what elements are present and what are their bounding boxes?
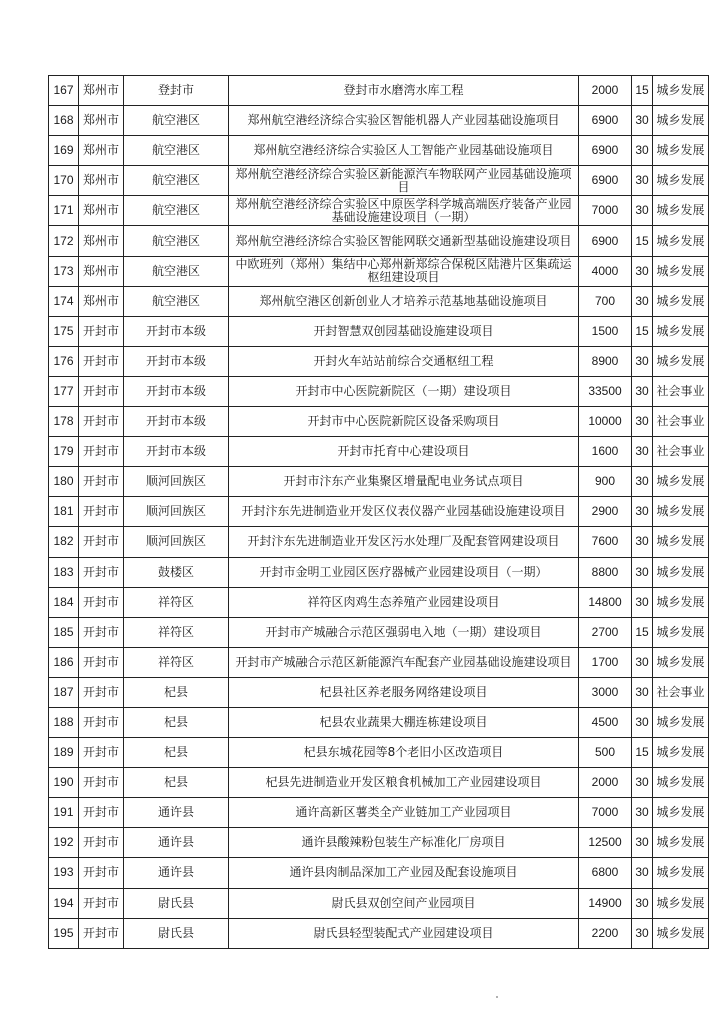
amount-cell: 6900 <box>579 106 632 136</box>
term-cell: 30 <box>632 437 653 467</box>
district-cell: 开封市本级 <box>124 407 229 437</box>
row-number-cell: 175 <box>49 316 79 346</box>
project-name-cell: 开封市中心医院新院区设备采购项目 <box>229 407 579 437</box>
term-cell: 30 <box>632 286 653 316</box>
city-cell: 开封市 <box>79 527 124 557</box>
district-cell: 航空港区 <box>124 166 229 196</box>
project-name-cell: 郑州航空港经济综合实验区智能网联交通新型基础设施建设项目 <box>229 226 579 256</box>
row-number-cell: 187 <box>49 677 79 707</box>
table-row <box>49 738 709 768</box>
term-cell: 15 <box>632 617 653 647</box>
category-cell: 城乡发展 <box>653 888 709 918</box>
row-number-cell: 176 <box>49 346 79 376</box>
project-name-cell: 开封市产城融合示范区强弱电入地（一期）建设项目 <box>229 617 579 647</box>
amount-cell: 2900 <box>579 497 632 527</box>
category-cell: 城乡发展 <box>653 106 709 136</box>
project-name-cell: 开封市中心医院新院区（一期）建设项目 <box>229 376 579 406</box>
amount-cell: 6900 <box>579 166 632 196</box>
project-name-cell: 开封汴东先进制造业开发区仪表仪器产业园基础设施建设项目 <box>229 497 579 527</box>
project-name-cell: 尉氏县双创空间产业园项目 <box>229 888 579 918</box>
term-cell: 30 <box>632 858 653 888</box>
district-cell: 祥符区 <box>124 587 229 617</box>
term-cell: 15 <box>632 226 653 256</box>
term-cell: 30 <box>632 828 653 858</box>
term-cell: 30 <box>632 647 653 677</box>
term-cell: 30 <box>632 467 653 497</box>
city-cell: 郑州市 <box>79 196 124 226</box>
table-row <box>49 677 709 707</box>
amount-cell: 1700 <box>579 647 632 677</box>
project-name-cell: 通许县肉制品深加工产业园及配套设施项目 <box>229 858 579 888</box>
row-number-cell: 185 <box>49 617 79 647</box>
city-cell: 开封市 <box>79 316 124 346</box>
row-number-cell: 183 <box>49 557 79 587</box>
district-cell: 开封市本级 <box>124 437 229 467</box>
city-cell: 开封市 <box>79 407 124 437</box>
category-cell: 社会事业 <box>653 407 709 437</box>
table-row <box>49 76 709 106</box>
row-number-cell: 177 <box>49 376 79 406</box>
amount-cell: 4500 <box>579 707 632 737</box>
term-cell: 30 <box>632 798 653 828</box>
project-name-cell: 杞县农业蔬果大棚连栋建设项目 <box>229 707 579 737</box>
row-number-cell: 191 <box>49 798 79 828</box>
district-cell: 通许县 <box>124 858 229 888</box>
amount-cell: 7000 <box>579 196 632 226</box>
table-row <box>49 106 709 136</box>
amount-cell: 14800 <box>579 587 632 617</box>
district-cell: 通许县 <box>124 798 229 828</box>
row-number-cell: 195 <box>49 918 79 948</box>
category-cell: 城乡发展 <box>653 76 709 106</box>
table-row <box>49 768 709 798</box>
project-name-cell: 通许高新区薯类全产业链加工产业园项目 <box>229 798 579 828</box>
term-cell: 30 <box>632 196 653 226</box>
city-cell: 郑州市 <box>79 76 124 106</box>
table-row <box>49 707 709 737</box>
city-cell: 开封市 <box>79 587 124 617</box>
table-row <box>49 196 709 226</box>
amount-cell: 7000 <box>579 798 632 828</box>
row-number-cell: 178 <box>49 407 79 437</box>
city-cell: 郑州市 <box>79 286 124 316</box>
district-cell: 尉氏县 <box>124 888 229 918</box>
project-name-cell: 开封市产城融合示范区新能源汽车配套产业园基础设施建设项目 <box>229 647 579 677</box>
project-name-cell: 郑州航空港区创新创业人才培养示范基地基础设施项目 <box>229 286 579 316</box>
row-number-cell: 194 <box>49 888 79 918</box>
district-cell: 航空港区 <box>124 256 229 286</box>
category-cell: 城乡发展 <box>653 557 709 587</box>
row-number-cell: 182 <box>49 527 79 557</box>
project-name-cell: 开封市托育中心建设项目 <box>229 437 579 467</box>
term-cell: 30 <box>632 346 653 376</box>
amount-cell: 1500 <box>579 316 632 346</box>
row-number-cell: 192 <box>49 828 79 858</box>
table-row <box>49 286 709 316</box>
project-name-cell: 开封智慧双创园基础设施建设项目 <box>229 316 579 346</box>
row-number-cell: 174 <box>49 286 79 316</box>
category-cell: 社会事业 <box>653 437 709 467</box>
table-row <box>49 346 709 376</box>
city-cell: 开封市 <box>79 647 124 677</box>
category-cell: 城乡发展 <box>653 617 709 647</box>
district-cell: 航空港区 <box>124 286 229 316</box>
amount-cell: 2000 <box>579 768 632 798</box>
city-cell: 开封市 <box>79 768 124 798</box>
city-cell: 开封市 <box>79 918 124 948</box>
amount-cell: 900 <box>579 467 632 497</box>
table-row <box>49 376 709 406</box>
table-row <box>49 407 709 437</box>
amount-cell: 10000 <box>579 407 632 437</box>
amount-cell: 8800 <box>579 557 632 587</box>
city-cell: 郑州市 <box>79 106 124 136</box>
district-cell: 杞县 <box>124 768 229 798</box>
category-cell: 城乡发展 <box>653 166 709 196</box>
category-cell: 城乡发展 <box>653 136 709 166</box>
table-row <box>49 256 709 286</box>
amount-cell: 3000 <box>579 677 632 707</box>
category-cell: 城乡发展 <box>653 226 709 256</box>
city-cell: 郑州市 <box>79 256 124 286</box>
project-name-cell: 开封市汴东产业集聚区增量配电业务试点项目 <box>229 467 579 497</box>
project-name-cell: 登封市水磨湾水库工程 <box>229 76 579 106</box>
city-cell: 郑州市 <box>79 226 124 256</box>
table-row <box>49 617 709 647</box>
city-cell: 开封市 <box>79 617 124 647</box>
category-cell: 城乡发展 <box>653 858 709 888</box>
district-cell: 航空港区 <box>124 226 229 256</box>
term-cell: 30 <box>632 166 653 196</box>
table-row <box>49 226 709 256</box>
table-row <box>49 798 709 828</box>
row-number-cell: 172 <box>49 226 79 256</box>
table-row <box>49 497 709 527</box>
city-cell: 开封市 <box>79 738 124 768</box>
table-row <box>49 888 709 918</box>
table-row <box>49 918 709 948</box>
amount-cell: 8900 <box>579 346 632 376</box>
district-cell: 杞县 <box>124 738 229 768</box>
category-cell: 社会事业 <box>653 376 709 406</box>
term-cell: 30 <box>632 407 653 437</box>
project-name-cell: 开封市金明工业园区医疗器械产业园建设项目（一期） <box>229 557 579 587</box>
category-cell: 城乡发展 <box>653 738 709 768</box>
row-number-cell: 173 <box>49 256 79 286</box>
city-cell: 开封市 <box>79 677 124 707</box>
table-row <box>49 136 709 166</box>
term-cell: 30 <box>632 707 653 737</box>
project-name-cell: 郑州航空港经济综合实验区中原医学科学城高端医疗装备产业园基础设施建设项目（一期） <box>229 196 579 226</box>
category-cell: 城乡发展 <box>653 286 709 316</box>
table-row <box>49 557 709 587</box>
district-cell: 登封市 <box>124 76 229 106</box>
city-cell: 郑州市 <box>79 166 124 196</box>
category-cell: 城乡发展 <box>653 497 709 527</box>
project-name-cell: 通许县酸辣粉包装生产标准化厂房项目 <box>229 828 579 858</box>
row-number-cell: 181 <box>49 497 79 527</box>
district-cell: 祥符区 <box>124 617 229 647</box>
term-cell: 30 <box>632 677 653 707</box>
project-name-cell: 中欧班列（郑州）集结中心郑州新郑综合保税区陆港片区集疏运枢纽建设项目 <box>229 256 579 286</box>
project-name-cell: 杞县社区养老服务网络建设项目 <box>229 677 579 707</box>
row-number-cell: 179 <box>49 437 79 467</box>
row-number-cell: 168 <box>49 106 79 136</box>
amount-cell: 14900 <box>579 888 632 918</box>
term-cell: 30 <box>632 768 653 798</box>
project-name-cell: 郑州航空港经济综合实验区新能源汽车物联网产业园基础设施项目 <box>229 166 579 196</box>
category-cell: 城乡发展 <box>653 707 709 737</box>
term-cell: 30 <box>632 587 653 617</box>
city-cell: 开封市 <box>79 376 124 406</box>
category-cell: 城乡发展 <box>653 256 709 286</box>
amount-cell: 2700 <box>579 617 632 647</box>
category-cell: 城乡发展 <box>653 346 709 376</box>
row-number-cell: 189 <box>49 738 79 768</box>
table-row <box>49 467 709 497</box>
category-cell: 城乡发展 <box>653 196 709 226</box>
term-cell: 30 <box>632 497 653 527</box>
amount-cell: 6900 <box>579 226 632 256</box>
district-cell: 开封市本级 <box>124 376 229 406</box>
city-cell: 开封市 <box>79 437 124 467</box>
term-cell: 15 <box>632 76 653 106</box>
category-cell: 城乡发展 <box>653 798 709 828</box>
district-cell: 开封市本级 <box>124 316 229 346</box>
city-cell: 开封市 <box>79 557 124 587</box>
row-number-cell: 193 <box>49 858 79 888</box>
district-cell: 航空港区 <box>124 136 229 166</box>
row-number-cell: 169 <box>49 136 79 166</box>
category-cell: 城乡发展 <box>653 316 709 346</box>
district-cell: 顺河回族区 <box>124 497 229 527</box>
category-cell: 城乡发展 <box>653 768 709 798</box>
table-row <box>49 647 709 677</box>
district-cell: 顺河回族区 <box>124 527 229 557</box>
project-name-cell: 开封汴东先进制造业开发区污水处理厂及配套管网建设项目 <box>229 527 579 557</box>
term-cell: 30 <box>632 376 653 406</box>
row-number-cell: 171 <box>49 196 79 226</box>
category-cell: 城乡发展 <box>653 467 709 497</box>
district-cell: 杞县 <box>124 677 229 707</box>
project-name-cell: 尉氏县轻型装配式产业园建设项目 <box>229 918 579 948</box>
term-cell: 30 <box>632 106 653 136</box>
district-cell: 开封市本级 <box>124 346 229 376</box>
amount-cell: 6900 <box>579 136 632 166</box>
amount-cell: 4000 <box>579 256 632 286</box>
table-row <box>49 316 709 346</box>
term-cell: 30 <box>632 557 653 587</box>
city-cell: 开封市 <box>79 858 124 888</box>
term-cell: 30 <box>632 256 653 286</box>
row-number-cell: 188 <box>49 707 79 737</box>
city-cell: 开封市 <box>79 707 124 737</box>
district-cell: 尉氏县 <box>124 918 229 948</box>
district-cell: 航空港区 <box>124 196 229 226</box>
term-cell: 30 <box>632 918 653 948</box>
city-cell: 开封市 <box>79 467 124 497</box>
amount-cell: 700 <box>579 286 632 316</box>
row-number-cell: 180 <box>49 467 79 497</box>
table-row <box>49 437 709 467</box>
term-cell: 15 <box>632 316 653 346</box>
category-cell: 城乡发展 <box>653 918 709 948</box>
amount-cell: 500 <box>579 738 632 768</box>
term-cell: 15 <box>632 738 653 768</box>
category-cell: 城乡发展 <box>653 527 709 557</box>
row-number-cell: 170 <box>49 166 79 196</box>
city-cell: 开封市 <box>79 346 124 376</box>
table-row <box>49 587 709 617</box>
district-cell: 通许县 <box>124 828 229 858</box>
city-cell: 开封市 <box>79 497 124 527</box>
term-cell: 30 <box>632 136 653 166</box>
table-body <box>49 76 709 949</box>
project-name-cell: 祥符区肉鸡生态养殖产业园建设项目 <box>229 587 579 617</box>
district-cell: 顺河回族区 <box>124 467 229 497</box>
category-cell: 城乡发展 <box>653 647 709 677</box>
amount-cell: 2000 <box>579 76 632 106</box>
city-cell: 郑州市 <box>79 136 124 166</box>
amount-cell: 1600 <box>579 437 632 467</box>
table-row <box>49 828 709 858</box>
project-name-cell: 郑州航空港经济综合实验区人工智能产业园基础设施项目 <box>229 136 579 166</box>
category-cell: 城乡发展 <box>653 587 709 617</box>
table-row <box>49 858 709 888</box>
city-cell: 开封市 <box>79 798 124 828</box>
row-number-cell: 186 <box>49 647 79 677</box>
project-name-cell: 郑州航空港经济综合实验区智能机器人产业园基础设施项目 <box>229 106 579 136</box>
amount-cell: 7600 <box>579 527 632 557</box>
district-cell: 杞县 <box>124 707 229 737</box>
district-cell: 航空港区 <box>124 106 229 136</box>
amount-cell: 12500 <box>579 828 632 858</box>
district-cell: 鼓楼区 <box>124 557 229 587</box>
city-cell: 开封市 <box>79 888 124 918</box>
project-name-cell: 杞县东城花园等8个老旧小区改造项目 <box>229 738 579 768</box>
page-mark <box>496 996 498 998</box>
project-name-cell: 杞县先进制造业开发区粮食机械加工产业园建设项目 <box>229 768 579 798</box>
row-number-cell: 190 <box>49 768 79 798</box>
term-cell: 30 <box>632 527 653 557</box>
project-table <box>48 75 709 949</box>
amount-cell: 6800 <box>579 858 632 888</box>
row-number-cell: 167 <box>49 76 79 106</box>
category-cell: 社会事业 <box>653 677 709 707</box>
district-cell: 祥符区 <box>124 647 229 677</box>
term-cell: 30 <box>632 888 653 918</box>
row-number-cell: 184 <box>49 587 79 617</box>
project-name-cell: 开封火车站站前综合交通枢纽工程 <box>229 346 579 376</box>
category-cell: 城乡发展 <box>653 828 709 858</box>
city-cell: 开封市 <box>79 828 124 858</box>
table-row <box>49 166 709 196</box>
table-row <box>49 527 709 557</box>
amount-cell: 33500 <box>579 376 632 406</box>
amount-cell: 2200 <box>579 918 632 948</box>
